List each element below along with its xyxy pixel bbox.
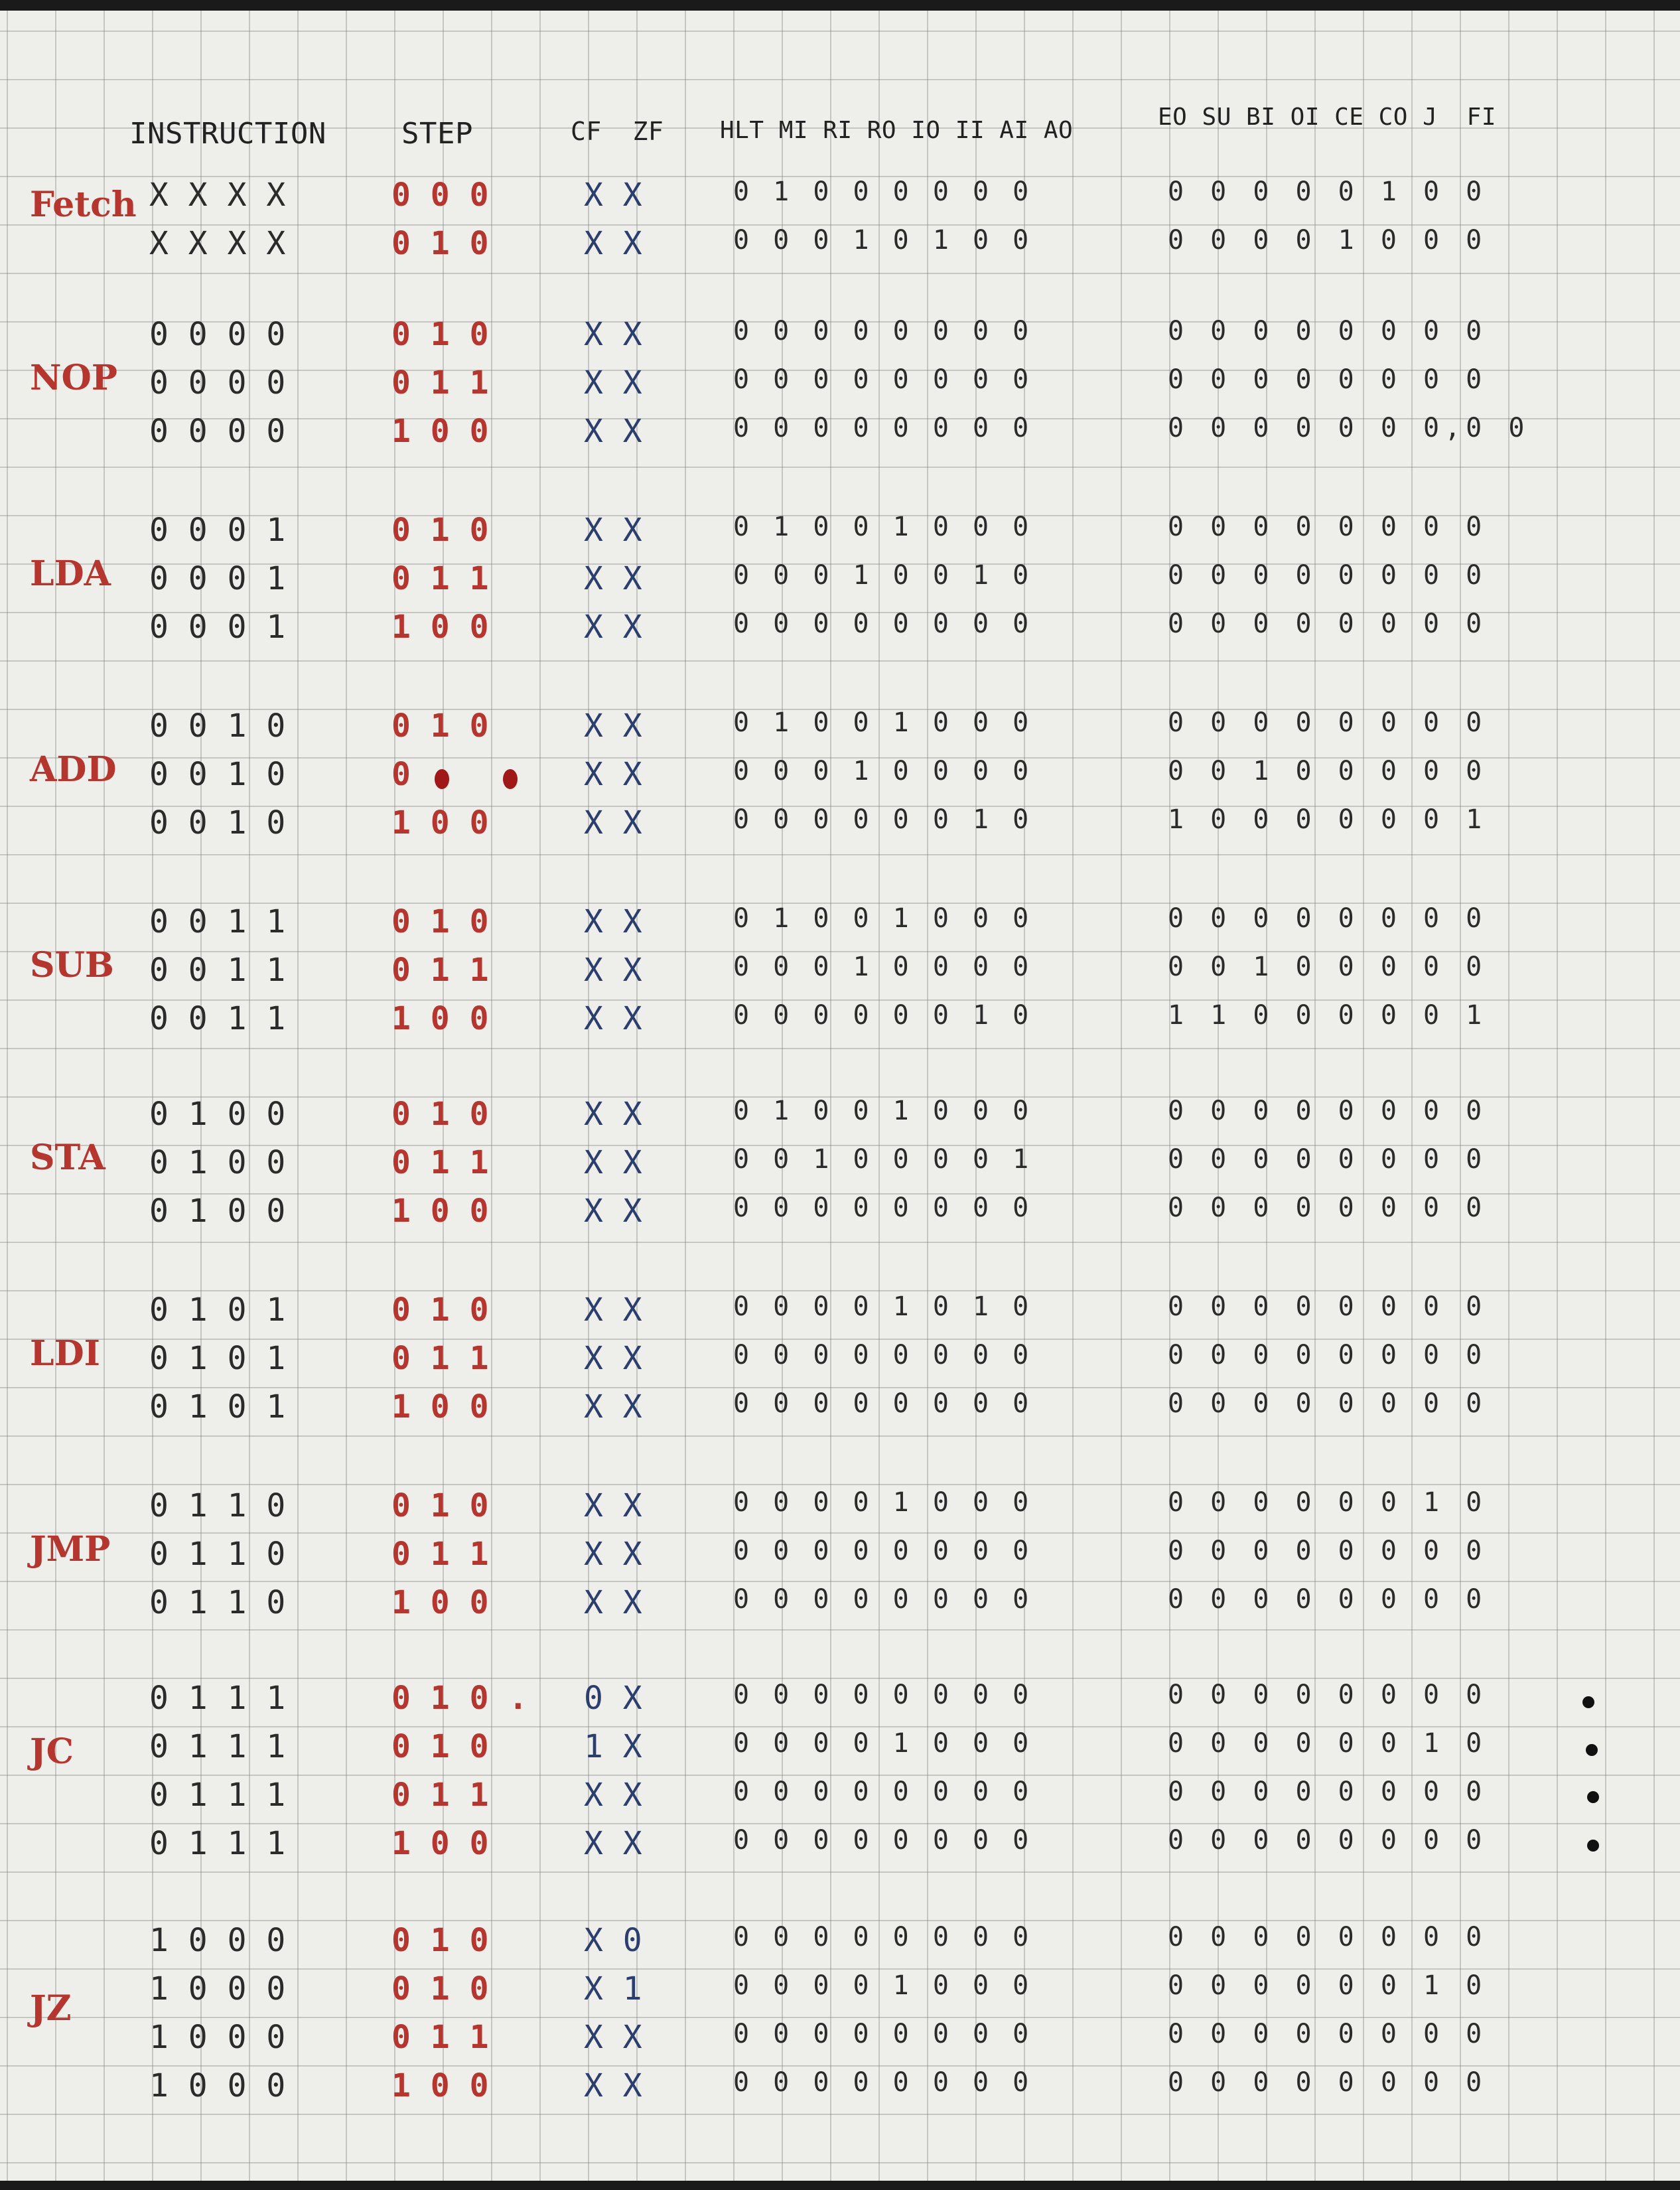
cell-b: 0 0 0 0 0 0 0 0: [1168, 1340, 1488, 1370]
ink-dot: [1587, 1791, 1599, 1803]
cell-b: 0 0 0 0 0 0 0 0: [1168, 1291, 1488, 1322]
row-label: LDI: [30, 1333, 100, 1374]
cell-b: 0 0 0 0 0 0 0 0: [1168, 2067, 1488, 2098]
cell-instr: 0 1 0 0: [149, 1193, 286, 1230]
cell-instr: 0 0 1 1: [149, 1000, 286, 1037]
cell-a: 0 1 0 0 1 0 0 0: [733, 707, 1033, 738]
cell-flags: X X: [584, 1825, 643, 1862]
cell-step: 0 1 0: [391, 1291, 489, 1329]
row-label: JZ: [30, 1988, 72, 2029]
cell-step: 0 1 0: [391, 316, 489, 353]
cell-flags: X X: [584, 177, 643, 214]
cell-a: 0 0 0 0 0 0 0 0: [733, 1193, 1033, 1223]
red-marker-dot: [503, 769, 518, 789]
cell-instr: 0 1 1 0: [149, 1536, 286, 1573]
cell-instr: 0 0 0 0: [149, 413, 286, 450]
cell-b: 0 0 0 0 0 0 0 0: [1168, 707, 1488, 738]
cell-flags: X X: [584, 413, 643, 450]
cell-flags: X X: [584, 1584, 643, 1621]
cell-a: 0 0 0 0 0 0 0 0: [733, 2019, 1033, 2049]
cell-b: 0 0 0 0 0 0 0 0: [1168, 1144, 1488, 1175]
cell-instr: 0 1 0 0: [149, 1096, 286, 1133]
cell-flags: X X: [584, 364, 643, 402]
cell-instr: 0 1 1 0: [149, 1584, 286, 1621]
cell-b: 0 0 0 0 0 0 0 0: [1168, 1680, 1488, 1710]
cell-flags: X 1: [584, 1970, 643, 2008]
cell-b: 0 0 0 0 0 0 0 0: [1168, 1825, 1488, 1856]
cell-a: 0 0 0 0 0 0 0 0: [733, 316, 1033, 346]
cell-step: 0 1 1: [391, 1777, 489, 1814]
cell-step: 0: [391, 756, 411, 793]
cell-instr: 0 1 0 1: [149, 1388, 286, 1425]
cell-instr: 0 1 1 1: [149, 1680, 286, 1717]
cell-instr: 1 0 0 0: [149, 2019, 286, 2056]
cell-b: 0 0 0 0 0 0 0 0: [1168, 1777, 1488, 1807]
cell-flags: X X: [584, 2067, 643, 2104]
cell-step: 1 0 0: [391, 413, 489, 450]
row-label: ADD: [30, 749, 117, 790]
cell-instr: 0 1 1 1: [149, 1777, 286, 1814]
cell-flags: X X: [584, 1487, 643, 1524]
cell-b: 0 0 0 0 0 0 0,0 0: [1168, 413, 1530, 443]
row-label: STA: [30, 1137, 105, 1178]
cell-flags: X X: [584, 512, 643, 549]
cell-a: 0 0 0 1 0 1 0 0: [733, 225, 1033, 256]
cell-a: 0 0 0 0 0 0 0 0: [733, 609, 1033, 639]
cell-instr: X X X X: [149, 177, 286, 214]
red-marker-dot: [435, 769, 449, 789]
cell-a: 0 0 0 0 0 0 0 0: [733, 1680, 1033, 1710]
cell-flags: X X: [584, 804, 643, 841]
ink-dot: [1587, 1840, 1599, 1852]
cell-flags: X X: [584, 1388, 643, 1425]
cell-step: 1 0 0: [391, 1000, 489, 1037]
cell-b: 0 0 1 0 0 0 0 0: [1168, 756, 1488, 786]
header-control-b: EO SU BI OI CE CO J FI: [1158, 104, 1496, 131]
cell-instr: 0 1 0 0: [149, 1144, 286, 1181]
cell-instr: 0 1 1 0: [149, 1487, 286, 1524]
cell-step: 0 1 1: [391, 560, 489, 597]
cell-a: 0 0 0 0 1 0 1 0: [733, 1291, 1033, 1322]
cell-flags: X X: [584, 1536, 643, 1573]
cell-b: 0 0 0 0 0 0 0 0: [1168, 316, 1488, 346]
row-label: JC: [30, 1731, 74, 1772]
cell-flags: X X: [584, 952, 643, 989]
row-label: Fetch: [30, 184, 137, 225]
cell-flags: X X: [584, 609, 643, 646]
cell-flags: 0 X: [584, 1680, 643, 1717]
row-label: SUB: [30, 945, 114, 986]
cell-flags: X X: [584, 1144, 643, 1181]
cell-instr: 0 1 1 1: [149, 1825, 286, 1862]
row-label: JMP: [30, 1529, 111, 1570]
cell-a: 0 0 0 1 0 0 1 0: [733, 560, 1033, 591]
cell-instr: 0 0 0 1: [149, 609, 286, 646]
cell-flags: X X: [584, 903, 643, 940]
cell-b: 0 0 0 0 0 0 0 0: [1168, 1922, 1488, 1952]
cell-instr: 0 1 0 1: [149, 1340, 286, 1377]
cell-instr: 0 0 0 0: [149, 316, 286, 353]
cell-step: 0 1 1: [391, 2019, 489, 2056]
cell-step: 1 0 0: [391, 804, 489, 841]
cell-flags: X X: [584, 1340, 643, 1377]
cell-flags: X X: [584, 756, 643, 793]
cell-b: 0 0 0 0 0 0 0 0: [1168, 1193, 1488, 1223]
cell-b: 0 0 0 0 0 0 0 0: [1168, 609, 1488, 639]
cell-b: 0 0 0 0 1 0 0 0: [1168, 225, 1488, 256]
cell-step: 0 1 1: [391, 1144, 489, 1181]
cell-step: 0 1 0: [391, 903, 489, 940]
cell-step: 1 0 0: [391, 1388, 489, 1425]
cell-flags: X X: [584, 1291, 643, 1329]
cell-a: 0 1 0 0 1 0 0 0: [733, 512, 1033, 542]
cell-step: 0 1 1: [391, 1536, 489, 1573]
header-flags: CF ZF: [571, 117, 664, 146]
ink-dot: [1582, 1696, 1594, 1708]
cell-a: 0 0 0 0 0 0 0 0: [733, 364, 1033, 395]
cell-flags: X X: [584, 316, 643, 353]
cell-flags: X X: [584, 1193, 643, 1230]
cell-b: 0 0 0 0 0 0 0 0: [1168, 560, 1488, 591]
cell-step: 0 1 0: [391, 1096, 489, 1133]
cell-step: 0 1 0: [391, 1922, 489, 1959]
cell-a: 0 0 0 0 0 0 0 0: [733, 1777, 1033, 1807]
cell-step: 0 1 0: [391, 512, 489, 549]
cell-a: 0 0 0 1 0 0 0 0: [733, 756, 1033, 786]
cell-a: 0 0 0 0 1 0 0 0: [733, 1487, 1033, 1518]
cell-a: 0 0 0 0 0 0 0 0: [733, 2067, 1033, 2098]
cell-step: 1 0 0: [391, 609, 489, 646]
header-instruction: INSTRUCTION: [129, 117, 326, 151]
cell-b: 0 0 0 0 0 0 1 0: [1168, 1728, 1488, 1759]
cell-a: 0 0 1 0 0 0 0 1: [733, 1144, 1033, 1175]
ink-dot: [1586, 1744, 1598, 1756]
cell-flags: X X: [584, 1096, 643, 1133]
cell-a: 0 0 0 0 0 0 0 0: [733, 1825, 1033, 1856]
header-control-a: HLT MI RI RO IO II AI AO: [720, 117, 1074, 144]
cell-a: 0 0 0 0 1 0 0 0: [733, 1970, 1033, 2001]
cell-b: 0 0 0 0 0 0 0 0: [1168, 1584, 1488, 1615]
cell-step: 0 1 0: [391, 1970, 489, 2008]
cell-step: 0 1 0: [391, 707, 489, 745]
row-label: NOP: [30, 358, 117, 398]
cell-flags: X X: [584, 707, 643, 745]
cell-a: 0 0 0 1 0 0 0 0: [733, 952, 1033, 982]
cell-instr: 0 1 1 1: [149, 1728, 286, 1765]
cell-a: 0 0 0 0 0 0 0 0: [733, 1388, 1033, 1419]
cell-a: 0 0 0 0 0 0 1 0: [733, 804, 1033, 835]
cell-b: 0 0 0 0 0 0 0 0: [1168, 2019, 1488, 2049]
cell-a: 0 0 0 0 0 0 0 0: [733, 1922, 1033, 1952]
cell-instr: 0 0 1 0: [149, 707, 286, 745]
cell-a: 0 0 0 0 1 0 0 0: [733, 1728, 1033, 1759]
cell-a: 0 1 0 0 1 0 0 0: [733, 1096, 1033, 1126]
cell-step: 0 1 1: [391, 1340, 489, 1377]
cell-flags: X X: [584, 1777, 643, 1814]
cell-instr: 0 0 1 1: [149, 952, 286, 989]
cell-b: 0 0 0 0 0 0 0 0: [1168, 1388, 1488, 1419]
cell-step: 1 0 0: [391, 1825, 489, 1862]
cell-b: 0 0 0 0 0 1 0 0: [1168, 177, 1488, 207]
cell-step: 0 1 0: [391, 1487, 489, 1524]
cell-step: 1 0 0: [391, 1193, 489, 1230]
cell-flags: X 0: [584, 1922, 643, 1959]
cell-step: 1 0 0: [391, 1584, 489, 1621]
cell-step: 0 1 0: [391, 1728, 489, 1765]
cell-instr: X X X X: [149, 225, 286, 262]
cell-instr: 0 0 0 1: [149, 560, 286, 597]
cell-step: 0 1 0: [391, 225, 489, 262]
cell-flags: X X: [584, 1000, 643, 1037]
row-label: LDA: [30, 553, 111, 594]
cell-instr: 1 0 0 0: [149, 1970, 286, 2008]
cell-step: 0 0 0: [391, 177, 489, 214]
cell-b: 1 1 0 0 0 0 0 1: [1168, 1000, 1488, 1031]
cell-b: 0 0 0 0 0 0 0 0: [1168, 512, 1488, 542]
cell-instr: 1 0 0 0: [149, 2067, 286, 2104]
grid-paper-sheet: [0, 11, 1680, 2181]
cell-a: 0 1 0 0 1 0 0 0: [733, 903, 1033, 934]
cell-step: 0 1 1: [391, 364, 489, 402]
cell-b: 1 0 0 0 0 0 0 1: [1168, 804, 1488, 835]
cell-flags: 1 X: [584, 1728, 643, 1765]
cell-b: 0 0 0 0 0 0 0 0: [1168, 903, 1488, 934]
cell-step: 0 1 0 .: [391, 1680, 528, 1717]
cell-b: 0 0 1 0 0 0 0 0: [1168, 952, 1488, 982]
cell-instr: 0 0 1 0: [149, 756, 286, 793]
cell-instr: 0 0 1 0: [149, 804, 286, 841]
cell-a: 0 0 0 0 0 0 0 0: [733, 1536, 1033, 1566]
cell-instr: 0 0 1 1: [149, 903, 286, 940]
cell-instr: 0 0 0 1: [149, 512, 286, 549]
cell-a: 0 0 0 0 0 0 1 0: [733, 1000, 1033, 1031]
header-step: STEP: [401, 117, 473, 151]
cell-flags: X X: [584, 2019, 643, 2056]
cell-a: 0 1 0 0 0 0 0 0: [733, 177, 1033, 207]
cell-instr: 1 0 0 0: [149, 1922, 286, 1959]
cell-step: 1 0 0: [391, 2067, 489, 2104]
cell-a: 0 0 0 0 0 0 0 0: [733, 1340, 1033, 1370]
cell-flags: X X: [584, 225, 643, 262]
cell-step: 0 1 1: [391, 952, 489, 989]
cell-b: 0 0 0 0 0 0 1 0: [1168, 1487, 1488, 1518]
cell-a: 0 0 0 0 0 0 0 0: [733, 1584, 1033, 1615]
cell-a: 0 0 0 0 0 0 0 0: [733, 413, 1033, 443]
cell-b: 0 0 0 0 0 0 0 0: [1168, 364, 1488, 395]
cell-b: 0 0 0 0 0 0 1 0: [1168, 1970, 1488, 2001]
cell-instr: 0 0 0 0: [149, 364, 286, 402]
cell-b: 0 0 0 0 0 0 0 0: [1168, 1536, 1488, 1566]
cell-b: 0 0 0 0 0 0 0 0: [1168, 1096, 1488, 1126]
cell-instr: 0 1 0 1: [149, 1291, 286, 1329]
cell-flags: X X: [584, 560, 643, 597]
